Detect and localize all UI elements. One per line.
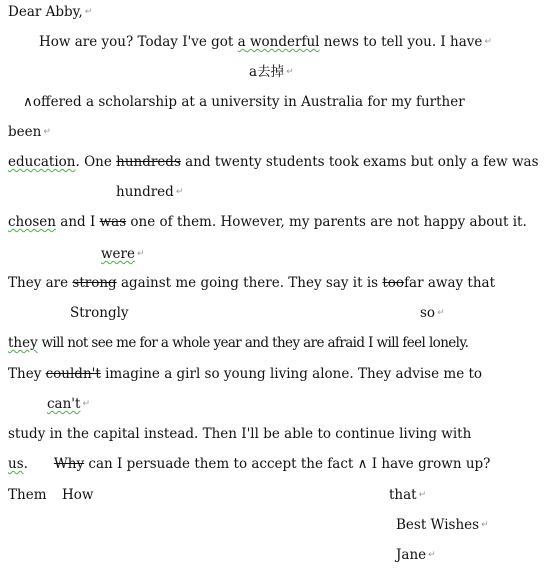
paragraph-mark: ↵ (137, 249, 145, 259)
paragraph-mark: ↵ (484, 37, 492, 47)
struck-word: strong (72, 275, 117, 291)
correction-text: so (420, 305, 436, 321)
struck-word: too (382, 275, 405, 291)
correction-text: Strongly (70, 305, 129, 321)
struck-word: was (99, 214, 127, 230)
text-run: offered a scholarship at a university in Australia for my further (32, 94, 465, 110)
paragraph-mark: ↵ (481, 520, 489, 530)
correction-text: were (101, 246, 135, 262)
correction-text: that (389, 487, 417, 503)
letter-line-1 (39, 34, 492, 50)
correction-note-3 (116, 184, 183, 200)
text-run: far away that (404, 275, 496, 291)
correction-note-9b (62, 487, 93, 503)
greeting-text: Dear Abby, (8, 4, 83, 20)
greeting (8, 4, 92, 20)
letter-line-3 (8, 154, 539, 170)
text-run: one of them. However, my parents are not happy about it. (126, 214, 527, 230)
text-run: . (23, 456, 28, 472)
paragraph-mark: ↵ (437, 308, 445, 318)
paragraph-mark: ↵ (175, 187, 184, 197)
letter-line-6 (8, 335, 468, 351)
correction-text: can't (47, 396, 81, 412)
text-run: can I persuade them to accept the fact (84, 456, 358, 472)
correction-note-2 (8, 124, 51, 140)
letter-line-8 (8, 426, 471, 442)
correction-note-1 (249, 64, 294, 80)
letter-line-5 (8, 275, 495, 291)
text-run: I have grown up? (367, 456, 491, 472)
text-run: will not see me for a whole year and they are afraid I will feel lonely. (37, 335, 469, 351)
closing-text: Best Wishes (396, 517, 480, 533)
correction-note-5a (70, 305, 129, 321)
text-run: against me going there. They say it is (116, 275, 383, 291)
text-run: and twenty students took exams but only a few was (180, 154, 539, 170)
text-run: How are you? Today I've got (39, 34, 238, 50)
struck-word: Why (53, 456, 85, 472)
paragraph-mark: ↵ (428, 550, 436, 560)
correction-text: hundred (116, 184, 174, 200)
correction-note-9a (8, 487, 47, 503)
letter-line-9 (8, 456, 490, 472)
correction-note-9c (389, 487, 426, 503)
correction-text: Them (8, 487, 47, 503)
insertion-caret-icon: ∧ (23, 94, 33, 110)
paragraph-mark: ↵ (43, 127, 51, 137)
letter-line-7 (8, 366, 482, 382)
text-run: study in the capital instead. Then I'll be able to continue living with (8, 426, 472, 442)
paragraph-mark: ↵ (84, 7, 93, 17)
underlined-word: us (8, 456, 24, 472)
paragraph-mark: ↵ (82, 399, 90, 409)
text-run: news to tell you. I have (319, 34, 483, 50)
correction-note-5b (420, 305, 445, 321)
letter-line-4 (8, 214, 527, 230)
underlined-word: chosen (8, 214, 56, 230)
correction-note-4 (101, 246, 145, 262)
underlined-word: they (8, 335, 38, 351)
underlined-word: education (8, 154, 76, 170)
underlined-word: wonderful (245, 34, 320, 50)
paragraph-mark: ↵ (286, 67, 294, 77)
text-run: imagine a girl so young living alone. They advise me to (100, 366, 483, 382)
correction-text: a去掉 (249, 64, 285, 80)
text-run: They are (8, 275, 73, 291)
struck-word: couldn't (45, 366, 101, 382)
paragraph-mark: ↵ (418, 490, 427, 500)
correction-note-7 (47, 396, 90, 412)
text-run: They (8, 366, 46, 382)
text-run: and I (56, 214, 100, 230)
correction-text: been (8, 124, 42, 140)
signature-text: Jane (396, 547, 427, 563)
correction-text: How (62, 487, 94, 503)
struck-word: a (237, 34, 246, 50)
closing (396, 517, 489, 533)
struck-word: hundreds (116, 154, 181, 170)
text-run: . One (75, 154, 117, 170)
insertion-caret-icon: ∧ (357, 456, 368, 472)
signature (396, 547, 436, 563)
letter-line-2 (23, 94, 465, 110)
